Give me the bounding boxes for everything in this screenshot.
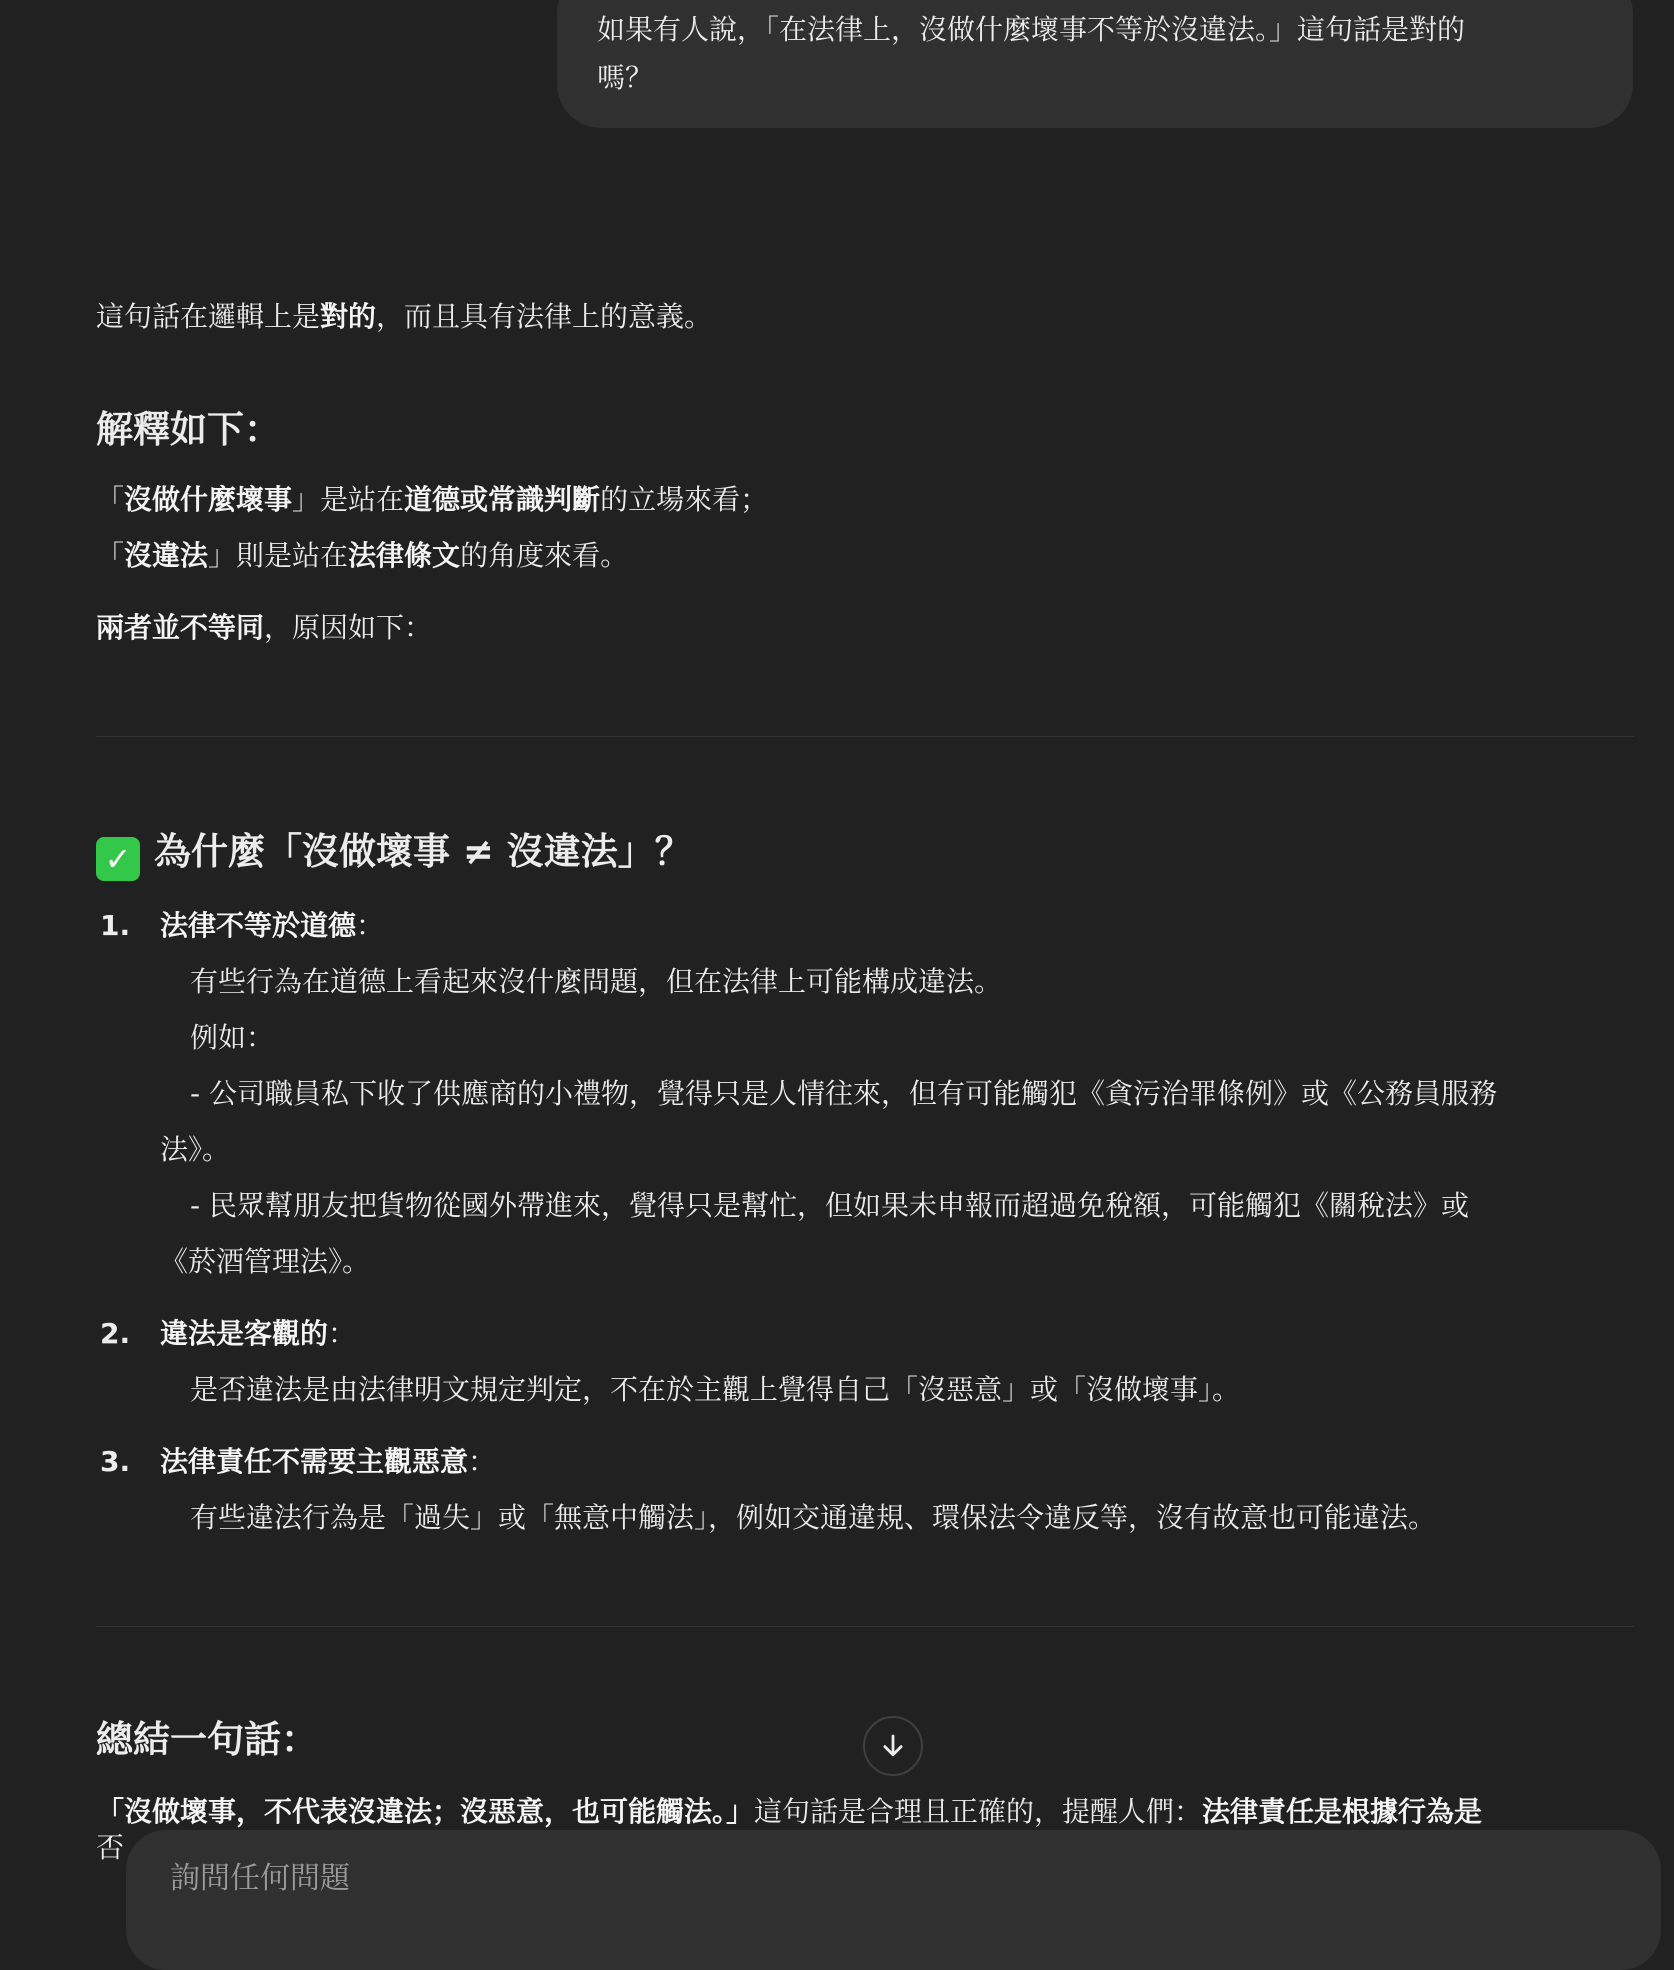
list-item-title-3 bbox=[160, 1440, 496, 1485]
user-message-line-2: 嗎？ bbox=[597, 61, 654, 94]
arrow-down-icon bbox=[878, 1731, 908, 1761]
check-mark-icon: ✓ bbox=[96, 837, 140, 881]
list-item-title-text: 法律不等於道德 bbox=[160, 909, 357, 942]
list-item-title-text: 違法是客觀的 bbox=[160, 1317, 329, 1350]
quote-open: 「 bbox=[96, 539, 125, 572]
list-item-1-line-1: 有些行為在道德上看起來沒什麼問題，但在法律上可能構成違法。 bbox=[190, 965, 1003, 998]
list-item-1-line-3: - 公司職員私下收了供應商的小禮物，覺得只是人情往來，但有可能觸犯《貪污治罪條例》或《公務員服務 bbox=[190, 1077, 1498, 1110]
explain-text: 」則是站在 bbox=[208, 539, 349, 572]
user-message-bubble bbox=[557, 0, 1633, 128]
explain-bold-2: 道德或常識判斷 bbox=[404, 483, 601, 516]
list-item-1-line-6: 《菸酒管理法》。 bbox=[160, 1245, 371, 1278]
list-number-3: 3. bbox=[100, 1445, 131, 1478]
intro-text-end: ，而且具有法律上的意義。 bbox=[376, 300, 713, 333]
summary-heading: 總結一句話： bbox=[96, 1718, 318, 1761]
list-number-2: 2. bbox=[100, 1317, 131, 1350]
intro-text: 這句話在邏輯上是 bbox=[96, 300, 321, 333]
user-message-line-1: 如果有人說，「在法律上，沒做什麼壞事不等於沒違法。」這句話是對的 bbox=[597, 13, 1466, 46]
why-heading-text: 為什麼「沒做壞事 ≠ 沒違法」？ bbox=[154, 830, 692, 873]
list-item-title-2 bbox=[160, 1312, 356, 1357]
list-item-title-text: 法律責任不需要主觀惡意 bbox=[160, 1445, 469, 1478]
explain-text-end: 的立場來看； bbox=[600, 483, 769, 516]
list-item-title-1 bbox=[160, 904, 384, 949]
composer-input[interactable] bbox=[168, 1860, 1572, 1897]
intro-bold: 對的 bbox=[320, 300, 377, 333]
answer-intro bbox=[96, 295, 712, 340]
explain-bold-1: 沒做什麼壞事 bbox=[124, 483, 293, 516]
reason-text: ，原因如下： bbox=[264, 611, 433, 644]
explain-heading: 解釋如下： bbox=[96, 408, 281, 451]
summary-bold-2: 法律責任是根據行為是 bbox=[1202, 1795, 1483, 1828]
divider bbox=[96, 1626, 1634, 1627]
list-item-2-line-1: 是否違法是由法律明文規定判定，不在於主觀上覺得自己「沒惡意」或「沒做壞事」。 bbox=[190, 1373, 1241, 1406]
scroll-to-bottom-button[interactable] bbox=[863, 1716, 923, 1776]
summary-line-cut: 否 bbox=[96, 1831, 125, 1864]
quote-open: 「 bbox=[96, 483, 125, 516]
list-item-1-line-5: - 民眾幫朋友把貨物從國外帶進來，覺得只是幫忙，但如果未申報而超過免稅額，可能觸犯《關稅法》或 bbox=[190, 1189, 1470, 1222]
list-item-colon: ： bbox=[328, 1317, 357, 1350]
list-number-1: 1. bbox=[100, 909, 131, 942]
summary-bold-1: 「沒做壞事，不代表沒違法；沒惡意，也可能觸法。」 bbox=[96, 1795, 755, 1828]
explain-bold-1: 沒違法 bbox=[124, 539, 209, 572]
divider bbox=[96, 736, 1634, 737]
list-item-colon: ： bbox=[356, 909, 385, 942]
explain-line-1 bbox=[96, 478, 768, 523]
list-item-1-line-4: 法》。 bbox=[160, 1133, 231, 1166]
reason-bold: 兩者並不等同 bbox=[96, 611, 265, 644]
explain-line-2 bbox=[96, 534, 628, 579]
reason-line bbox=[96, 606, 432, 651]
explain-text-end: 的角度來看。 bbox=[460, 539, 629, 572]
summary-line bbox=[96, 1790, 1482, 1835]
explain-text: 」是站在 bbox=[292, 483, 405, 516]
list-item-1-line-2: 例如： bbox=[190, 1021, 275, 1054]
list-item-colon: ： bbox=[468, 1445, 497, 1478]
composer bbox=[126, 1830, 1661, 1970]
why-heading bbox=[96, 822, 692, 881]
summary-text: 這句話是合理且正確的，提醒人們： bbox=[754, 1795, 1203, 1828]
list-item-3-line-1: 有些違法行為是「過失」或「無意中觸法」，例如交通違規、環保法令違反等，沒有故意也可能違法。 bbox=[190, 1501, 1437, 1534]
explain-bold-2: 法律條文 bbox=[348, 539, 461, 572]
